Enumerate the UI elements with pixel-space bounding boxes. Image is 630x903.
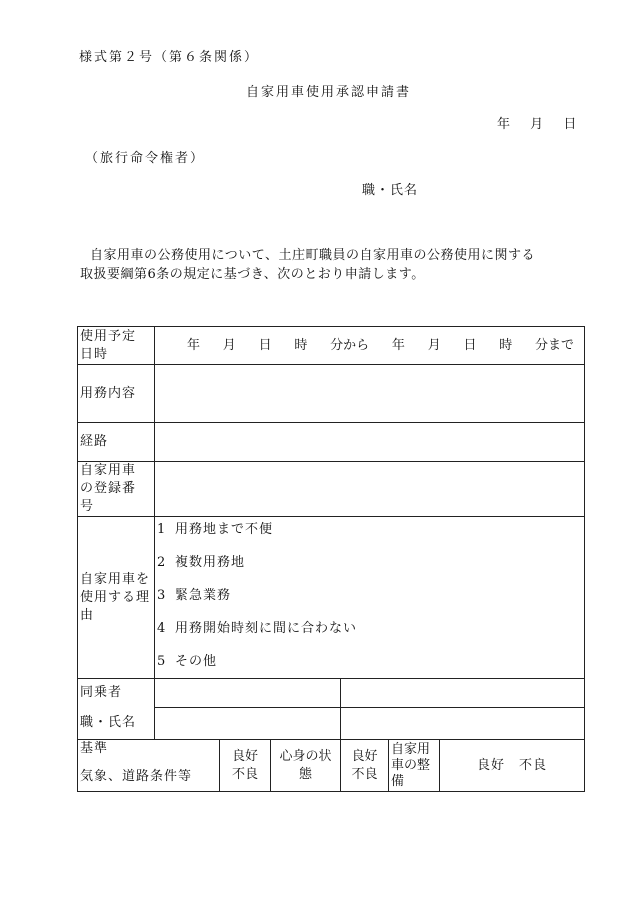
passenger-row-1 xyxy=(78,679,585,708)
mind-label: 心身の状 態 xyxy=(271,740,341,792)
registration-field[interactable] xyxy=(155,462,585,517)
registration-label: 自家用車 の登録番 号 xyxy=(78,462,155,517)
schedule-part: 月 xyxy=(222,337,236,353)
purpose-field[interactable] xyxy=(155,365,585,423)
route-label: 経路 xyxy=(78,423,155,462)
reason-row xyxy=(78,517,585,679)
date-line xyxy=(497,113,576,132)
passenger-name-label: 職・氏名 xyxy=(78,708,155,740)
schedule-part: 時 xyxy=(499,337,513,353)
passenger-field-2[interactable] xyxy=(341,679,585,708)
page-title: 自家用車使用承認申請書 xyxy=(246,85,412,100)
schedule-part: 分から xyxy=(330,337,370,353)
passenger-label: 同乗者 xyxy=(78,679,155,708)
schedule-part: 月 xyxy=(427,337,441,353)
schedule-part: 日 xyxy=(258,337,272,353)
schedule-row xyxy=(78,327,585,365)
weather-status[interactable]: 良好 不良 xyxy=(220,740,271,792)
schedule-part: 時 xyxy=(294,337,308,353)
criteria-label: 基準 気象、道路条件等 xyxy=(78,740,220,792)
mind-status[interactable]: 良好 不良 xyxy=(341,740,389,792)
form-number: 様式第２号（第６条関係） xyxy=(79,50,260,65)
route-row xyxy=(78,423,585,462)
date-day: 日 xyxy=(563,117,577,132)
purpose-row xyxy=(78,365,585,423)
schedule-part: 分まで xyxy=(535,337,575,353)
registration-row xyxy=(78,462,585,517)
schedule-part: 年 xyxy=(187,337,201,353)
reason-label: 自家用車を 使用する理 由 xyxy=(78,517,155,679)
reason-option[interactable]: 4 用務開始時刻に間に合わない xyxy=(157,621,358,636)
application-table xyxy=(77,326,585,792)
reason-option[interactable]: 1 用務地まで不便 xyxy=(157,522,274,537)
applicant-label: 職・氏名 xyxy=(362,183,419,198)
criteria-row xyxy=(78,740,585,792)
schedule-label: 使用予定 日時 xyxy=(78,327,155,365)
passenger-row-2 xyxy=(78,708,585,740)
body-text-line1: 自家用車の公務使用について、土庄町職員の自家用車の公務使用に関する xyxy=(90,248,535,263)
schedule-part: 日 xyxy=(463,337,477,353)
route-field[interactable] xyxy=(155,423,585,462)
reason-options xyxy=(155,517,585,679)
reason-option[interactable]: 5 その他 xyxy=(157,654,218,669)
maintenance-label: 自家用 車の整 備 xyxy=(389,740,440,792)
maintenance-status[interactable]: 良好 不良 xyxy=(440,740,585,792)
reason-option[interactable]: 3 緊急業務 xyxy=(157,588,232,603)
purpose-label: 用務内容 xyxy=(78,365,155,423)
reason-option[interactable]: 2 複数用務地 xyxy=(157,555,246,570)
date-month: 月 xyxy=(530,117,544,132)
passenger-field-1[interactable] xyxy=(155,679,341,708)
passenger-field-4[interactable] xyxy=(341,708,585,740)
passenger-field-3[interactable] xyxy=(155,708,341,740)
body-text-line2: 取扱要綱第6条の規定に基づき、次のとおり申請します。 xyxy=(80,267,425,282)
schedule-field[interactable] xyxy=(155,327,585,365)
date-year: 年 xyxy=(497,117,511,132)
schedule-part: 年 xyxy=(391,337,405,353)
addressee: （旅行命令権者） xyxy=(85,151,206,166)
